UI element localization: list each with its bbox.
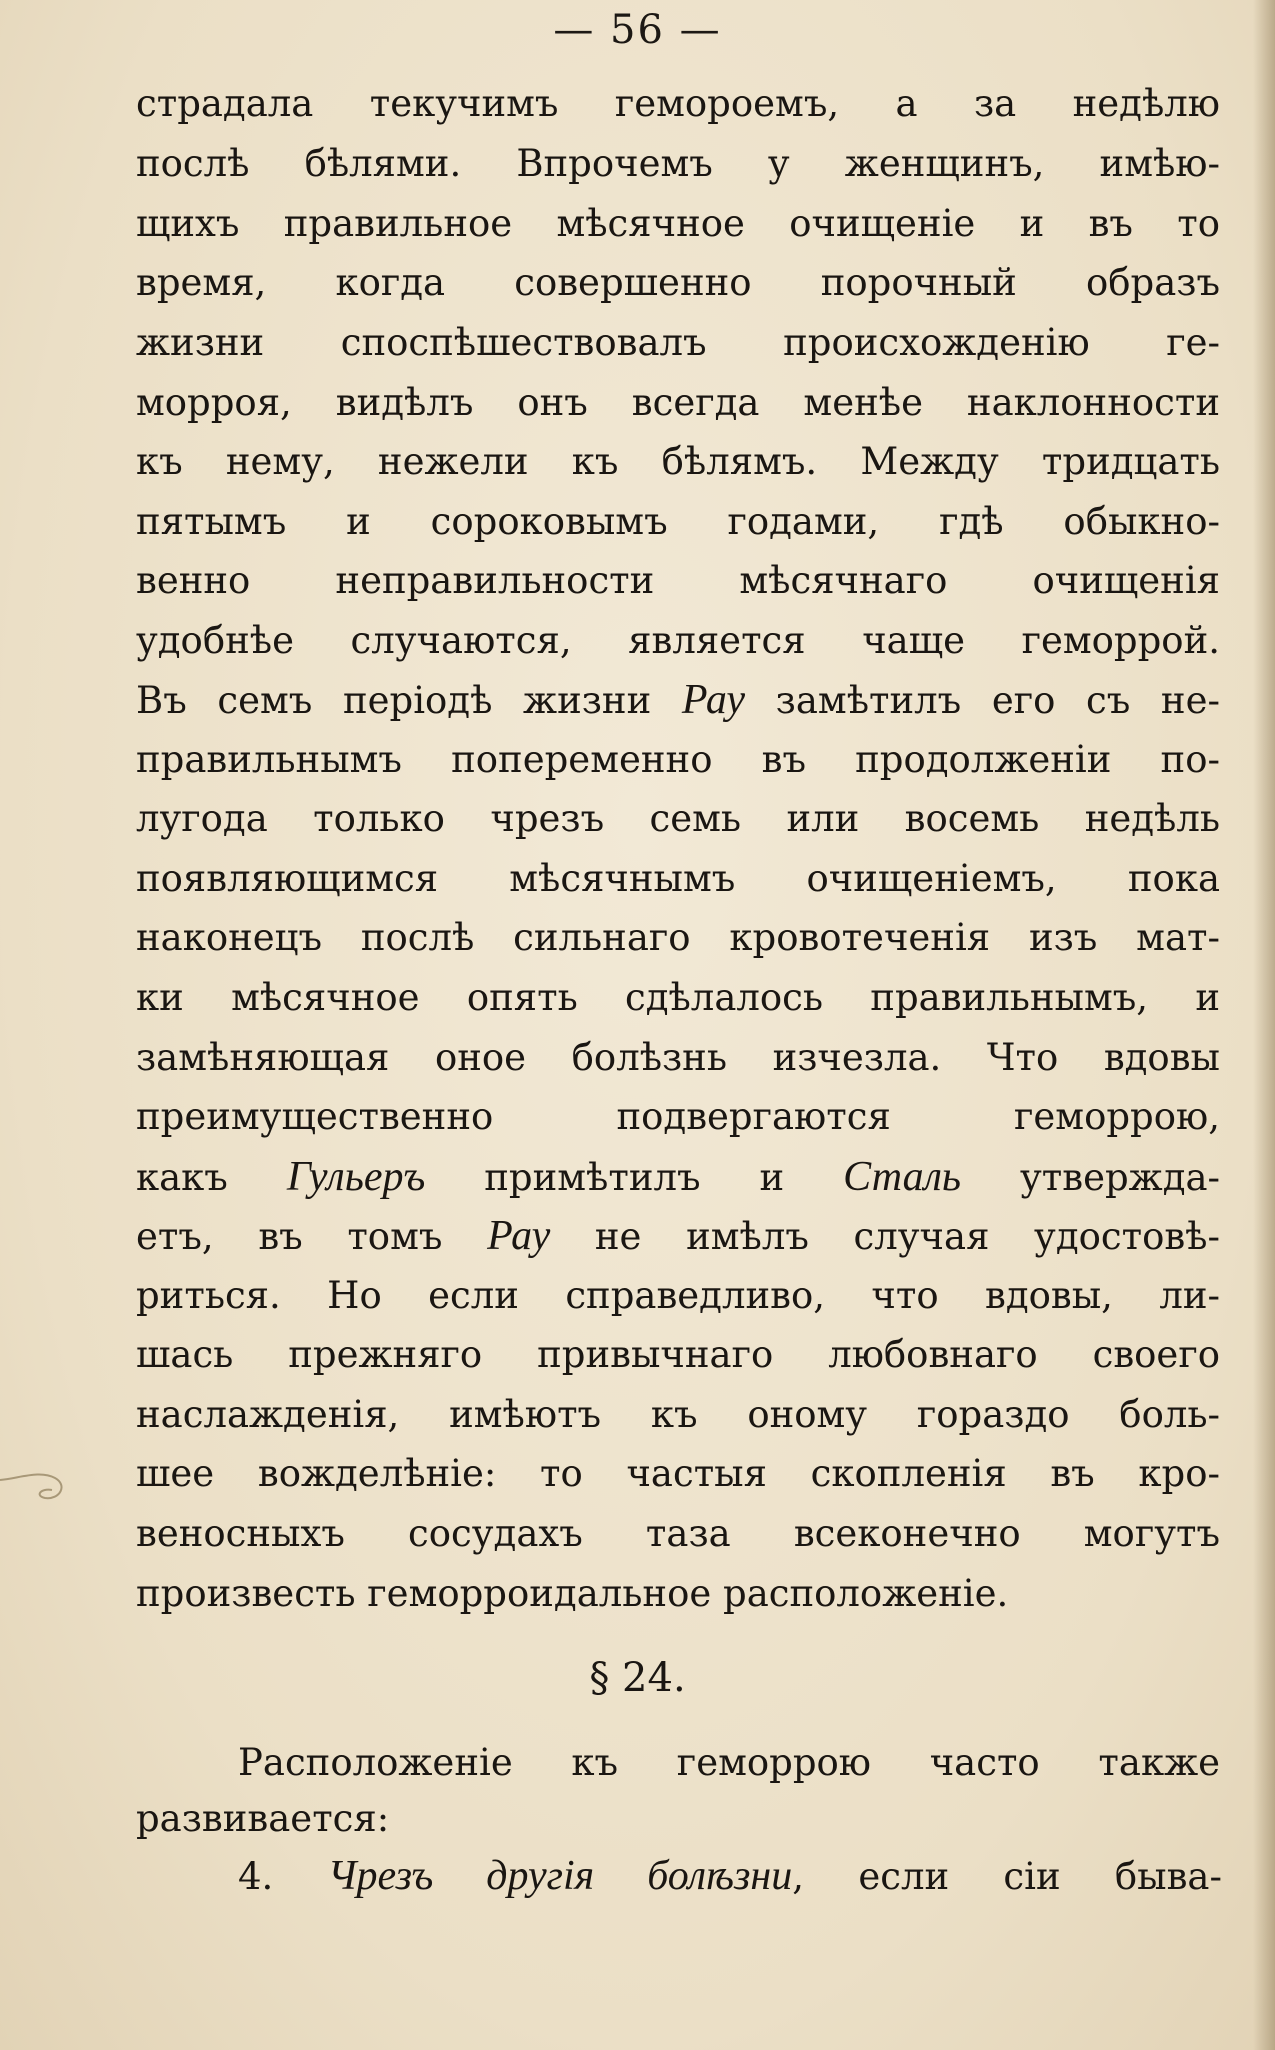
text-line: преимущественно подвергаются геморрою, — [136, 1095, 1220, 1138]
text-line: щихъ правильное мѣсячное очищеніе и въ то — [136, 202, 1220, 245]
text-line: лугода только чрезъ семь или восемь недѣль — [136, 797, 1220, 840]
text-line: шее вожделѣніе: то частыя скопленія въ кро- — [136, 1452, 1220, 1495]
enumerated-item — [238, 1848, 1222, 1904]
text-line: риться. Но если справедливо, что вдовы, ли- — [136, 1274, 1220, 1317]
text-segment: замѣтилъ его съ не- — [775, 679, 1220, 722]
text-line: послѣ бѣлями. Впрочемъ у женщинъ, имѣю- — [136, 142, 1220, 185]
text-line: произвесть геморроидальное расположеніе. — [136, 1572, 1009, 1615]
text-line: правильнымъ попеременно въ продолженіи по- — [136, 738, 1220, 781]
item-number: 4. — [238, 1855, 274, 1898]
text-line: жизни споспѣшествовалъ происхожденію ге- — [136, 321, 1220, 364]
text-line: наслажденія, имѣютъ къ оному гораздо боль- — [136, 1393, 1220, 1436]
text-line: къ нему, нежели къ бѣлямъ. Между тридцать — [136, 440, 1220, 483]
text-line: наконецъ послѣ сильнаго кровотеченія изъ мат- — [136, 916, 1220, 959]
text-line — [136, 672, 1220, 728]
text-line: страдала текучимъ гемороемъ, а за недѣлю — [136, 82, 1220, 125]
text-line: пятымъ и сороковымъ годами, гдѣ обыкно- — [136, 500, 1220, 543]
section-heading: § 24. — [589, 1655, 686, 1701]
text-segment: не имѣлъ случая удостовѣ- — [594, 1215, 1220, 1258]
text-line: венно неправильности мѣсячнаго очищенія — [136, 559, 1220, 602]
text-line: Расположеніе къ геморрою часто также — [238, 1741, 1220, 1784]
author-name: Рау — [487, 1213, 551, 1259]
text-segment: примѣтилъ и — [484, 1156, 785, 1199]
text-segment: утвержда- — [1020, 1156, 1221, 1199]
text-line: шась прежняго привычнаго любовнаго своего — [136, 1333, 1220, 1376]
page-number: — 56 — — [553, 7, 722, 53]
text-line: веносныхъ сосудахъ таза всеконечно могутъ — [136, 1512, 1220, 1555]
text-line — [136, 1208, 1220, 1264]
item-title: Чрезъ другія болѣзни — [327, 1853, 793, 1899]
text-line: морроя, видѣлъ онъ всегда менѣе наклонности — [136, 381, 1220, 424]
text-line — [136, 1149, 1220, 1205]
author-name: Сталь — [843, 1154, 962, 1200]
text-line: развивается: — [136, 1797, 390, 1840]
text-line: появляющимся мѣсячнымъ очищеніемъ, пока — [136, 857, 1220, 900]
text-line: удобнѣе случаются, является чаще геморрой. — [136, 619, 1220, 662]
margin-pencil-mark — [0, 1450, 80, 1520]
text-segment: , если сіи быва- — [792, 1855, 1222, 1898]
text-segment: какъ — [136, 1156, 228, 1199]
text-line: время, когда совершенно порочный образъ — [136, 261, 1220, 304]
text-segment: Въ семъ періодѣ жизни — [136, 679, 652, 722]
author-name: Гульеръ — [286, 1154, 426, 1200]
text-line: замѣняющая оное болѣзнь изчезла. Что вдовы — [136, 1036, 1220, 1079]
author-name: Рау — [681, 677, 746, 723]
text-segment: етъ, въ томъ — [136, 1215, 443, 1258]
text-line: ки мѣсячное опять сдѣлалось правильнымъ, и — [136, 976, 1220, 1019]
